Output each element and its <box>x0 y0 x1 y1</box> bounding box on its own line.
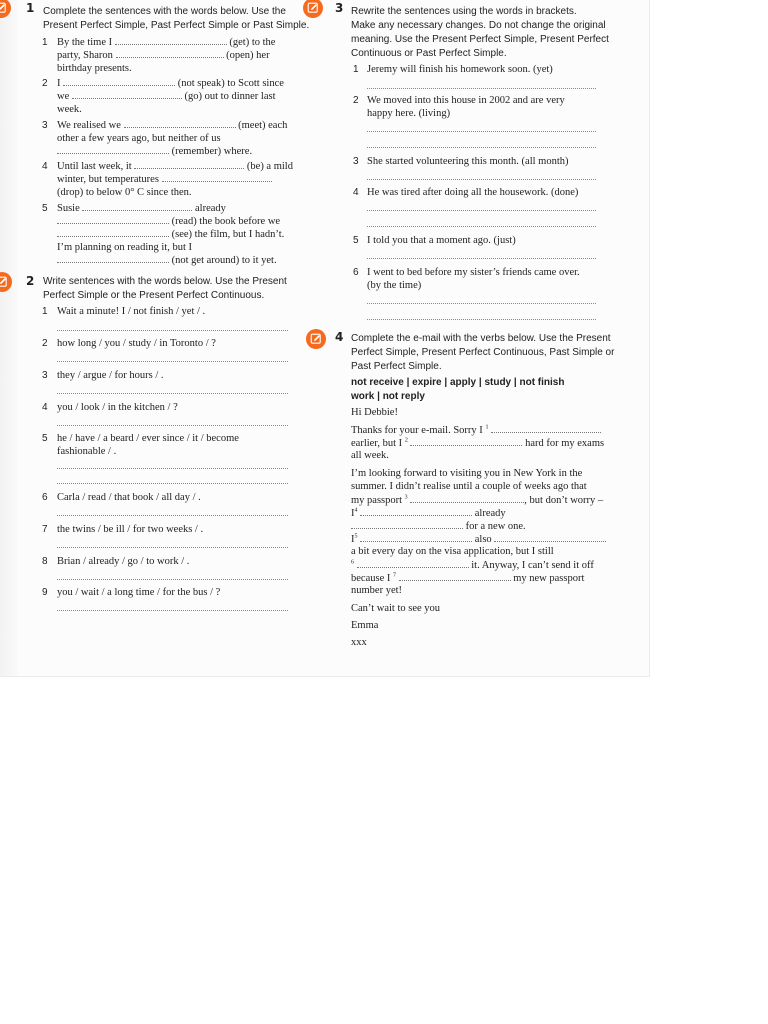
gap-number: 6 <box>351 559 354 566</box>
gap-number: 3 <box>404 494 408 501</box>
email-text: my passport <box>351 495 403 506</box>
instruction-line: Rewrite the sentences using the words in brackets. <box>351 6 577 17</box>
instruction-line: Present Perfect Simple, Past Perfect Simple or Past Simple. <box>43 20 310 31</box>
item-text: week. <box>57 104 82 115</box>
answer-gap[interactable] <box>162 173 272 182</box>
answer-line[interactable] <box>367 303 596 304</box>
pencil-edit-icon <box>0 2 7 14</box>
answer-gap[interactable] <box>116 49 224 58</box>
exercise-2-edit-badge[interactable] <box>0 272 12 292</box>
instruction-line: Perfect Simple or the Present Perfect Continuous. <box>43 290 265 301</box>
email-text: earlier, but I <box>351 438 403 449</box>
item-text: birthday presents. <box>57 63 132 74</box>
item-number: 6 <box>353 267 359 278</box>
email-line: number yet! <box>351 585 403 596</box>
email-kisses: xxx <box>351 637 367 648</box>
item-number: 1 <box>42 37 48 48</box>
answer-gap[interactable] <box>134 160 244 169</box>
answer-gap[interactable] <box>57 254 169 263</box>
gap-number: 1 <box>485 424 489 431</box>
item-text: He was tired after doing all the housework. (done) <box>367 187 579 198</box>
exercise-3-edit-badge[interactable] <box>303 0 323 18</box>
item-text: (not speak) to Scott since <box>177 78 284 89</box>
item-number: 3 <box>42 120 48 131</box>
item-text: Carla / read / that book / all day / . <box>57 492 201 503</box>
email-line <box>351 494 608 506</box>
item-text: (see) the film, but I hadn’t. <box>171 229 285 240</box>
exercise-4 <box>306 329 624 669</box>
answer-line[interactable] <box>367 210 596 211</box>
instruction-line: Write sentences with the words below. Use the Present <box>43 276 287 287</box>
item-text: he / have / a beard / ever since / it / become <box>57 433 239 444</box>
instruction-line: Continuous or Past Perfect Simple. <box>351 48 507 59</box>
item-number: 1 <box>42 306 48 317</box>
email-text: Thanks for your e-mail. Sorry I <box>351 425 483 436</box>
item-text: you / wait / a long time / for the bus / ? <box>57 587 221 598</box>
answer-line[interactable] <box>57 393 288 394</box>
answer-gap[interactable] <box>57 228 169 237</box>
email-signature: Emma <box>351 620 379 631</box>
email-line <box>351 424 608 436</box>
exercise-3-number: 3 <box>335 1 344 15</box>
word-bank-line: work | not reply <box>351 391 425 402</box>
exercise-4-edit-badge[interactable] <box>306 329 326 349</box>
email-line <box>351 437 608 449</box>
exercise-1-number: 1 <box>26 1 35 15</box>
email-line: summer. I didn’t realise until a couple of weeks ago that <box>351 481 587 492</box>
item-text: party, Sharon <box>57 50 113 61</box>
item-text: winter, but temperatures <box>57 174 159 185</box>
item-number: 2 <box>42 338 48 349</box>
email-line: I’m looking forward to visiting you in New York in the <box>351 468 583 479</box>
email-line <box>351 520 608 532</box>
answer-gap[interactable] <box>410 437 522 446</box>
item-number: 2 <box>353 95 359 106</box>
email-text: I <box>351 534 355 545</box>
item-text: We realised we <box>57 120 121 131</box>
answer-gap[interactable] <box>360 533 472 542</box>
pencil-edit-icon <box>307 2 319 14</box>
item-number: 4 <box>42 402 48 413</box>
email-line <box>351 533 608 545</box>
answer-gap[interactable] <box>357 559 469 568</box>
answer-gap[interactable] <box>124 119 236 128</box>
item-text: (not get around) to it yet. <box>171 255 277 266</box>
item-number: 5 <box>42 433 48 444</box>
email-closing: Can’t wait to see you <box>351 603 441 614</box>
instruction-line: Perfect Simple, Present Perfect Continuous, Past Simple or <box>351 347 615 358</box>
item-number: 3 <box>42 370 48 381</box>
item-text: (get) to the <box>229 37 276 48</box>
answer-gap[interactable] <box>57 215 169 224</box>
item-text: She started volunteering this month. (all month) <box>367 156 569 167</box>
gap-number: 4 <box>354 507 358 514</box>
item-text: other a few years ago, but neither of us <box>57 133 221 144</box>
item-text: we <box>57 91 70 102</box>
item-text: Jeremy will finish his homework soon. (yet) <box>367 64 553 75</box>
item-text: I told you that a moment ago. (just) <box>367 235 516 246</box>
exercise-1 <box>0 0 310 268</box>
item-number: 3 <box>353 156 359 167</box>
exercise-1-instruction <box>43 5 318 33</box>
email-line: a bit every day on the visa application, but I still <box>351 546 554 557</box>
item-text: Brian / already / go / to work / . <box>57 556 190 567</box>
item-number: 9 <box>42 587 48 598</box>
item-number: 5 <box>42 203 48 214</box>
item-text: they / argue / for hours / . <box>57 370 164 381</box>
item-number: 1 <box>353 64 359 75</box>
item-text: (meet) each <box>238 120 288 131</box>
item-number: 4 <box>353 187 359 198</box>
answer-line[interactable] <box>367 88 596 89</box>
answer-line[interactable] <box>57 483 288 484</box>
answer-line[interactable] <box>57 610 288 611</box>
email-text: I <box>351 508 355 519</box>
answer-gap[interactable] <box>410 494 524 503</box>
email-text: because I <box>351 573 391 584</box>
answer-gap[interactable] <box>494 533 606 542</box>
word-bank <box>351 376 641 404</box>
answer-line[interactable] <box>57 361 288 362</box>
exercise-4-instruction <box>351 332 641 374</box>
email-text: , but don’t worry – <box>524 495 604 506</box>
answer-gap[interactable] <box>491 424 601 433</box>
item-text: Until last week, it <box>57 161 132 172</box>
item-text: fashionable / . <box>57 446 117 457</box>
email-text: it. Anyway, I can’t send it off <box>471 560 594 571</box>
answer-gap[interactable] <box>360 507 472 516</box>
answer-line[interactable] <box>57 547 288 548</box>
exercise-3-instruction <box>351 5 641 61</box>
item-text: (read) the book before we <box>171 216 281 227</box>
instruction-line: Past Perfect Simple. <box>351 361 442 372</box>
email-text: already <box>474 508 506 519</box>
instruction-line: meaning. Use the Present Perfect Simple, Present Perfect <box>351 34 609 45</box>
item-text: I went to bed before my sister’s friends came over. <box>367 267 580 278</box>
email-text: also <box>474 534 492 545</box>
answer-gap[interactable] <box>82 202 192 211</box>
answer-gap[interactable] <box>399 572 511 581</box>
answer-line[interactable] <box>367 131 596 132</box>
item-text: how long / you / study / in Toronto / ? <box>57 338 216 349</box>
email-text: hard for my exams <box>525 438 605 449</box>
item-text: (open) her <box>226 50 270 61</box>
item-text: I’m planning on reading it, but I <box>57 242 193 253</box>
email-line <box>351 572 608 584</box>
answer-gap[interactable] <box>351 520 463 529</box>
answer-gap[interactable] <box>63 77 175 86</box>
gap-number: 7 <box>392 572 396 579</box>
answer-gap[interactable] <box>115 36 227 45</box>
answer-line[interactable] <box>367 226 596 227</box>
item-number: 8 <box>42 556 48 567</box>
email-line <box>351 559 608 571</box>
instruction-line: Complete the e-mail with the verbs below. Use the Present <box>351 333 611 344</box>
email-text: my new passport <box>513 573 585 584</box>
answer-line[interactable] <box>57 515 288 516</box>
exercise-4-number: 4 <box>335 330 344 344</box>
instruction-line: Complete the sentences with the words below. Use the <box>43 6 286 17</box>
email-line <box>351 507 608 519</box>
item-number: 6 <box>42 492 48 503</box>
item-text: you / look / in the kitchen / ? <box>57 402 178 413</box>
item-text: (remember) where. <box>171 146 253 157</box>
gap-number: 5 <box>354 533 358 540</box>
item-text: By the time I <box>57 37 113 48</box>
item-text: already <box>195 203 226 214</box>
pencil-edit-icon <box>310 333 322 345</box>
word-bank-line: not receive | expire | apply | study | not finish <box>351 377 565 388</box>
item-text: Wait a minute! I / not finish / yet / . <box>57 306 206 317</box>
exercise-2-instruction <box>43 275 318 303</box>
exercise-2 <box>0 272 310 617</box>
item-text: We moved into this house in 2002 and are very <box>367 95 565 106</box>
answer-line[interactable] <box>367 179 596 180</box>
answer-gap[interactable] <box>72 90 182 99</box>
item-text: (drop) to below 0° C since then. <box>57 187 192 198</box>
email-greeting: Hi Debbie! <box>351 407 398 418</box>
item-text: I <box>57 78 61 89</box>
item-text: (go) out to dinner last <box>184 91 276 102</box>
item-number: 7 <box>42 524 48 535</box>
item-text: the twins / be ill / for two weeks / . <box>57 524 204 535</box>
item-text: Susie <box>57 203 80 214</box>
exercise-3 <box>306 0 624 310</box>
item-text: happy here. (living) <box>367 108 451 119</box>
instruction-line: Make any necessary changes. Do not change the original <box>351 20 606 31</box>
item-text: (be) a mild <box>246 161 293 172</box>
answer-line[interactable] <box>57 468 288 469</box>
answer-line[interactable] <box>367 319 596 320</box>
answer-line[interactable] <box>367 258 596 259</box>
answer-line[interactable] <box>57 579 288 580</box>
pencil-edit-icon <box>0 276 8 288</box>
exercise-1-edit-badge[interactable] <box>0 0 11 18</box>
answer-line[interactable] <box>57 330 288 331</box>
item-text: (by the time) <box>367 280 422 291</box>
item-number: 2 <box>42 78 48 89</box>
email-text: for a new one. <box>465 521 526 532</box>
item-number: 5 <box>353 235 359 246</box>
answer-gap[interactable] <box>57 145 169 154</box>
answer-line[interactable] <box>57 425 288 426</box>
email-line: all week. <box>351 450 389 461</box>
answer-line[interactable] <box>367 147 596 148</box>
item-number: 4 <box>42 161 48 172</box>
gap-number: 2 <box>404 437 408 444</box>
exercise-2-number: 2 <box>26 274 35 288</box>
